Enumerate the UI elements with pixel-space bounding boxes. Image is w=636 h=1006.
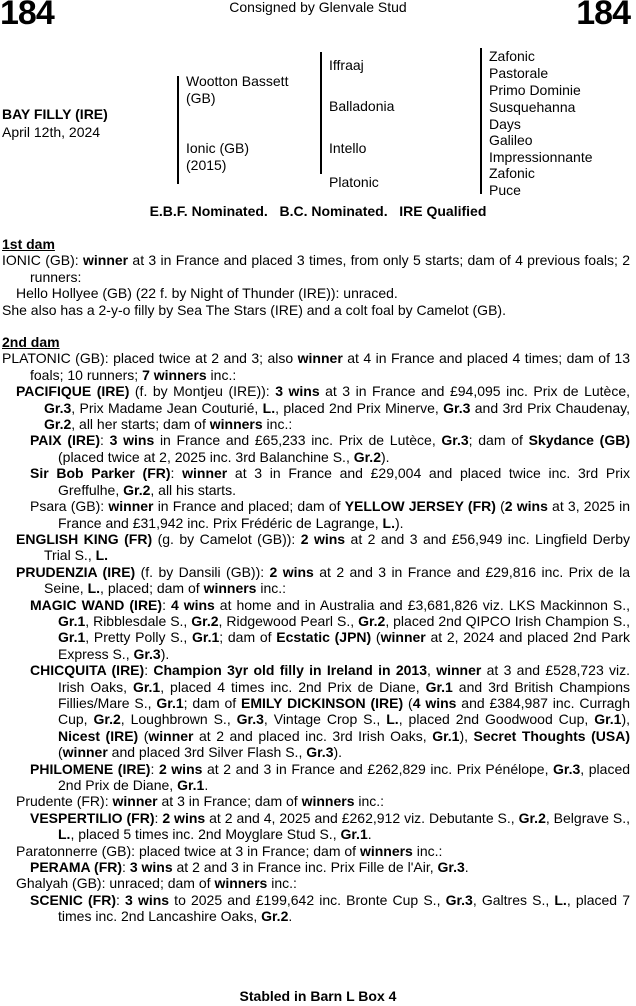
- stabling-info: Stabled in Barn L Box 4: [239, 988, 397, 1004]
- second-dam-entry: PACIFIQUE (IRE) (f. by Montjeu (IRE)): 3 wins at 3 in France and £94,095 inc. Prix de Lutèce, Gr.3, Prix Madame Jean Couturié, L., placed 2nd Prix Minerve, Gr.3 and 3rd Prix Chaudenay, Gr.2, all her starts; dam of winners inc.:: [16, 383, 631, 433]
- pedigree-gen4-7: Impressionnante: [489, 149, 593, 165]
- second-dam-entry: PRUDENZIA (IRE) (f. by Dansili (GB)): 2 wins at 2 and 3 in France and £29,816 inc. Prix de la Seine, L., placed; dam of winners inc.:: [16, 563, 631, 597]
- pedigree-bracket-2: [320, 52, 322, 174]
- pedigree-gen3-3: Intello: [329, 140, 367, 156]
- second-dam-entry: PERAMA (FR): 3 wins at 2 and 3 in France inc. Prix Fille de l'Air, Gr.3.: [30, 859, 469, 876]
- second-dam-entry: PAIX (IRE): 3 wins in France and £65,233 inc. Prix de Lutèce, Gr.3; dam of Skydance (GB) (placed twice at 2, 2025 inc. 3rd Balanchine S., Gr.2).: [30, 432, 630, 465]
- lot-number-left: 184: [0, 0, 54, 32]
- pedigree-gen4-4: Susquehanna: [489, 99, 576, 115]
- pedigree-gen4-8: Zafonic: [489, 165, 535, 181]
- pedigree-gen3-4: Platonic: [329, 174, 379, 190]
- second-dam-entry: MAGIC WAND (IRE): 4 wins at home and in Australia and £3,681,826 viz. LKS Mackinnon S., Gr.1, Ribblesdale S., Gr.2, Ridgewood Pearl S., Gr.2, placed 2nd QIPCO Irish Champion S., Gr.1, Pretty Polly S., Gr.1; dam of Ecstatic (JPN) (winner at 2, 2024 and placed 2nd Park Express S., Gr.3).: [30, 596, 631, 662]
- first-dam-heading: 1st dam: [2, 236, 55, 252]
- second-dam-entry: PLATONIC (GB): placed twice at 2 and 3; also winner at 4 in France and placed 4 times; dam of 13 foals; 10 runners; 7 winners inc.:: [2, 350, 631, 383]
- second-dam-entry: PHILOMENE (IRE): 2 wins at 2 and 3 in France and £262,829 inc. Prix Pénélope, Gr.3, placed 2nd Prix de Diane, Gr.1.: [30, 760, 631, 793]
- pedigree-gen3-1: Iffraaj: [329, 57, 364, 73]
- consignor: Consigned by Glenvale Stud: [229, 0, 407, 15]
- first-dam-entry: She also has a 2-y-o filly by Sea The Stars (IRE) and a colt foal by Camelot (GB).: [2, 301, 506, 318]
- pedigree-dam: Ionic (GB) (2015): [186, 140, 250, 173]
- second-dam-entry: Psara (GB): winner in France and placed; dam of YELLOW JERSEY (FR) (2 wins at 3, 2025 in France and £31,942 inc. Prix Frédéric de Lagrange, L.).: [30, 498, 631, 531]
- second-dam-section: [2, 350, 630, 924]
- second-dam-entry: Ghalyah (GB): unraced; dam of winners inc.:: [16, 875, 297, 892]
- pedigree-bracket-3: [480, 48, 482, 194]
- first-dam-entry: IONIC (GB): winner at 3 in France and placed 3 times, from only 5 starts; dam of 4 previous foals; 2 runners:: [2, 252, 630, 285]
- second-dam-entry: ENGLISH KING (FR) (g. by Camelot (GB)): 2 wins at 2 and 3 and £56,949 inc. Lingfield Derby Trial S., L.: [16, 530, 630, 564]
- lot-number-right: 184: [576, 0, 630, 32]
- pedigree-sire: Wootton Bassett (GB): [186, 73, 289, 106]
- horse-name: BAY FILLY (IRE): [2, 106, 108, 122]
- second-dam-entry: Prudente (FR): winner at 3 in France; dam of winners inc.:: [16, 793, 385, 810]
- second-dam-entry: SCENIC (FR): 3 wins to 2025 and £199,642 inc. Bronte Cup S., Gr.3, Galtres S., L., placed 7 times inc. 2nd Lancashire Oaks, Gr.2.: [30, 891, 630, 925]
- pedigree-gen4-1: Zafonic: [489, 48, 535, 64]
- second-dam-entry: Paratonnerre (GB): placed twice at 3 in France; dam of winners inc.:: [16, 842, 443, 859]
- second-dam-entry: CHICQUITA (IRE): Champion 3yr old filly in Ireland in 2013, winner at 3 and £528,723 viz. Irish Oaks, Gr.1, placed 4 times inc. 2nd Prix de Diane, Gr.1 and 3rd British Champions Fillies/Mare S., Gr.1; dam of EMILY DICKINSON (IRE) (4 wins and £384,987 inc. Curragh Cup, Gr.2, Loughbrown S., Gr.3, Vintage Crop S., L., placed 2nd Goodwood Cup, Gr.1), Nicest (IRE) (winner at 2 and placed inc. 3rd Irish Oaks, Gr.1), Secret Thoughts (USA) (winner and placed 3rd Silver Flash S., Gr.3).: [30, 662, 631, 761]
- pedigree-gen4-5: Days: [489, 116, 521, 132]
- first-dam-section: [2, 252, 630, 318]
- qualifications: E.B.F. Nominated. B.C. Nominated. IRE Qualified: [149, 203, 487, 219]
- pedigree-gen4-6: Galileo: [489, 132, 533, 148]
- horse-foaled: April 12th, 2024: [2, 124, 101, 140]
- pedigree-gen4-9: Puce: [489, 182, 521, 198]
- pedigree-gen4-3: Primo Dominie: [489, 82, 581, 98]
- second-dam-entry: VESPERTILIO (FR): 2 wins at 2 and 4, 2025 and £262,912 viz. Debutante S., Gr.2, Belgrave S., L., placed 5 times inc. 2nd Moyglare Stud S., Gr.1.: [30, 809, 630, 843]
- pedigree-bracket-1: [177, 76, 179, 184]
- pedigree-gen3-2: Balladonia: [329, 98, 395, 114]
- pedigree-gen4-2: Pastorale: [489, 65, 549, 81]
- first-dam-entry: Hello Hollyee (GB) (22 f. by Night of Thunder (IRE)): unraced.: [16, 285, 398, 302]
- catalogue-body: [2, 236, 630, 925]
- second-dam-heading: 2nd dam: [2, 334, 60, 351]
- second-dam-entry: Sir Bob Parker (FR): winner at 3 in France and £29,004 and placed twice inc. 3rd Prix Greffulhe, Gr.2, all his starts.: [30, 465, 630, 498]
